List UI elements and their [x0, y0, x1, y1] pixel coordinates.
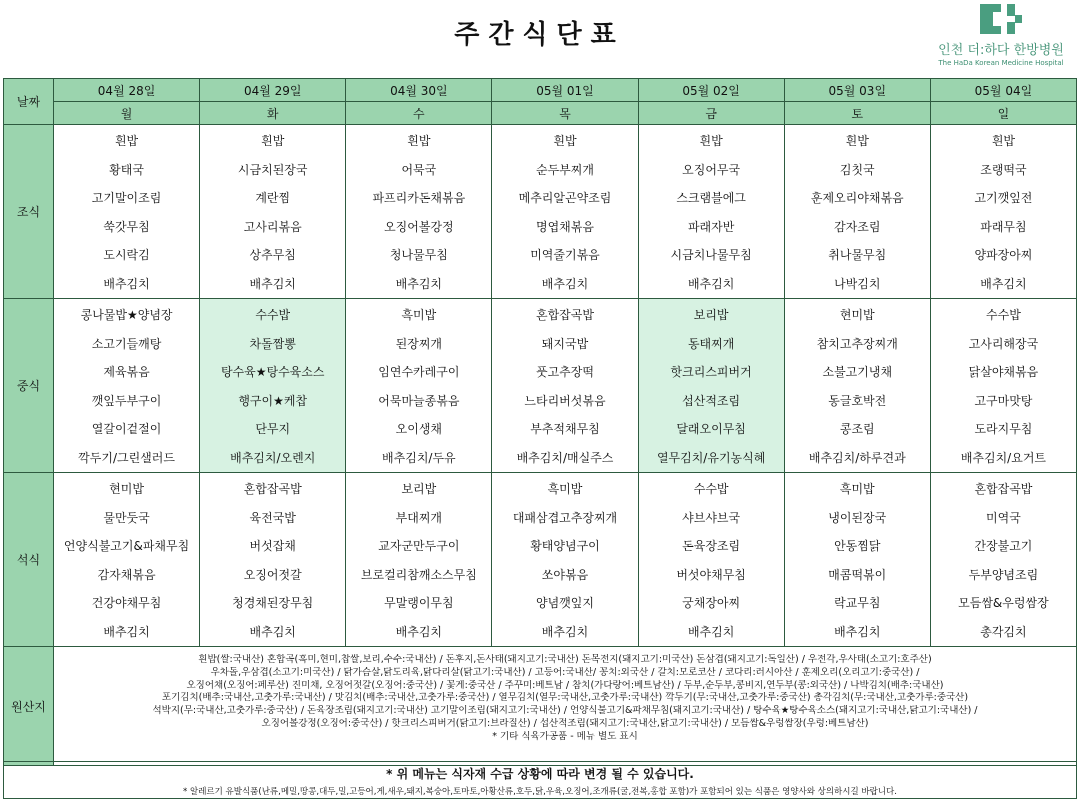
origin-label: 원산지	[4, 647, 54, 766]
menu-item: 혼합잡곡밥	[974, 482, 1033, 496]
menu-item: 고기깻잎전	[974, 191, 1033, 205]
meal-label: 조식	[4, 125, 54, 299]
origin-line: * 기타 식육가공품 - 메뉴 별도 표시	[492, 730, 638, 742]
meal-label: 석식	[4, 473, 54, 647]
menu-item: 흰밥	[553, 134, 577, 148]
menu-item: 배추김치/요거트	[960, 450, 1047, 465]
menu-item: 부대찌개	[395, 510, 443, 525]
menu-item: 돈육장조림	[682, 539, 741, 553]
breakfast-row	[4, 125, 1077, 299]
menu-item: 궁채장아찌	[682, 596, 741, 610]
menu-item: 어묵마늘종볶음	[378, 393, 460, 408]
origin-line: 오징어채(오징어:페루산) 진미채, 오징어젓갈(오징어:중국산) / 꽃게:중국산 / 주꾸미:베트남 / 참치(가다랑어:베트남산) / 두부,순두부,콩비지,연두부(콩:외국산) / 나박김치(배추:국내산)	[186, 679, 944, 691]
menu-item: 배추김치	[541, 276, 589, 291]
menu-item: 배추김치/하루견과	[808, 450, 906, 465]
menu-item: 고사리볶음	[243, 219, 302, 234]
dinner-row	[4, 473, 1077, 647]
menu-item: 수수밥	[255, 308, 291, 322]
menu-item: 배추김치	[103, 276, 150, 291]
menu-item: 대패삼겹고추장찌개	[512, 510, 618, 525]
menu-item: 파프리카돈채볶음	[372, 191, 466, 205]
menu-item: 배추김치	[103, 624, 150, 639]
logo-mark-icon	[980, 4, 1022, 34]
origin-line: 흰밥(쌀:국내산) 혼합곡(흑미,현미,찹쌀,보리,수수:국내산) / 돈후지,돈사태(돼지고기:국내산) 돈목전지(돼지고기:미국산) 돈삼겹(돼지고기:독일산) / 우전각,우사태(소고기:호주산)	[198, 654, 932, 665]
menu-cell	[784, 473, 930, 647]
origin-line: 우차돌,우삼겹(소고기:미국산) / 닭가슴살,닭도리육,닭다리살(닭고기:국내산) / 고등어:국내산/ 꽁치:외국산 / 갈치:모로코산 / 코다리:러시아산 / 훈제오리(오리고기:중국산) /	[210, 666, 920, 678]
menu-item: 총각김치	[980, 624, 1027, 639]
menu-item: 무말랭이무침	[384, 596, 454, 610]
menu-item: 섭산적조림	[682, 393, 741, 408]
menu-item: 청나물무침	[389, 248, 448, 262]
menu-item: 풋고추장떡	[536, 365, 594, 379]
day-weekday: 월	[54, 102, 200, 125]
menu-item: 행구이★케찹	[238, 393, 308, 408]
menu-item: 육전국밥	[249, 510, 296, 525]
menu-item: 수수밥	[986, 308, 1021, 322]
menu-cell	[492, 473, 638, 647]
logo-subtitle: The HaDa Korean Medicine Hospital	[938, 59, 1064, 67]
menu-item: 부추적채무침	[530, 422, 600, 436]
menu-item: 미역줄기볶음	[530, 248, 600, 262]
menu-cell	[492, 125, 638, 299]
menu-cell	[54, 125, 200, 299]
menu-item: 순두부찌개	[536, 162, 594, 177]
menu-item: 시금치된장국	[237, 162, 308, 177]
menu-item: 도시락김	[103, 248, 150, 262]
menu-item: 파래자반	[687, 219, 735, 234]
menu-item: 스크램블에그	[676, 191, 746, 205]
menu-item: 고구마맛탕	[974, 393, 1033, 408]
page-title: 주간식단표	[454, 20, 625, 50]
menu-item: 고사리해장국	[968, 336, 1039, 351]
menu-item: 황태양념구이	[530, 539, 600, 553]
hospital-logo	[930, 4, 1072, 72]
menu-item: 양파장아찌	[974, 248, 1033, 262]
day-date: 04월 28일	[54, 79, 200, 102]
weekday-row	[4, 102, 1077, 125]
day-date: 04월 30일	[346, 79, 492, 102]
menu-cell	[638, 125, 784, 299]
menu-item: 락교무침	[834, 596, 881, 610]
menu-item: 참치고추장찌개	[816, 336, 898, 351]
lunch-row	[4, 299, 1077, 473]
menu-item: 핫크리스피버거	[670, 365, 752, 379]
menu-item: 차돌짬뽕	[249, 336, 296, 351]
menu-item: 제육볶음	[103, 365, 150, 379]
menu-item: 안동찜닭	[834, 539, 881, 553]
menu-item: 배추김치/매실주스	[516, 450, 614, 465]
menu-item: 황태국	[109, 162, 144, 177]
menu-item: 버섯야채무침	[676, 567, 746, 582]
day-weekday: 목	[492, 102, 638, 125]
menu-item: 도라지무침	[974, 422, 1033, 436]
menu-item: 배추김치	[249, 276, 296, 291]
menu-item: 닭살야채볶음	[968, 365, 1039, 379]
menu-item: 흑미밥	[401, 308, 437, 322]
date-row	[4, 79, 1077, 102]
menu-item: 배추김치/오렌지	[230, 450, 316, 465]
menu-item: 달래오이무침	[676, 422, 746, 436]
menu-item: 샤브샤브국	[682, 510, 741, 525]
menu-item: 배추김치	[687, 624, 735, 639]
menu-item: 버섯잡채	[249, 539, 296, 553]
menu-item: 브로컬리참깨소스무침	[360, 567, 477, 582]
origin-info	[54, 647, 1077, 766]
menu-item: 쏘야볶음	[541, 567, 589, 582]
menu-item: 조랭떡국	[980, 162, 1027, 177]
menu-item: 나박김치	[834, 276, 881, 291]
menu-item: 상추무침	[249, 248, 296, 262]
menu-cell	[784, 299, 930, 473]
menu-item: 명엽채볶음	[536, 219, 594, 234]
menu-cell	[346, 473, 492, 647]
menu-item: 미역국	[986, 510, 1021, 525]
menu-item: 흑미밥	[547, 482, 583, 496]
day-weekday: 수	[346, 102, 492, 125]
notice-box	[3, 761, 1077, 799]
weekly-menu-table	[3, 78, 1077, 766]
menu-cell	[346, 299, 492, 473]
menu-cell	[638, 299, 784, 473]
menu-item: 현미밥	[109, 482, 144, 496]
menu-item: 흰밥	[699, 134, 723, 148]
menu-item: 메추리알곤약조림	[518, 191, 612, 205]
menu-item: 감자채볶음	[97, 567, 156, 582]
menu-item: 임연수카레구이	[378, 365, 460, 379]
menu-item: 느타리버섯볶음	[524, 393, 606, 408]
day-date: 05월 03일	[784, 79, 930, 102]
day-date: 04월 29일	[200, 79, 346, 102]
day-date: 05월 02일	[638, 79, 784, 102]
menu-item: 오징어젓갈	[243, 567, 302, 582]
menu-item: 오징어무국	[682, 162, 741, 177]
day-weekday: 토	[784, 102, 930, 125]
notice-main: * 위 메뉴는 식자재 수급 상황에 따라 변경 될 수 있습니다.	[386, 767, 694, 781]
menu-cell	[930, 125, 1076, 299]
menu-cell	[54, 299, 200, 473]
menu-item: 보리밥	[693, 308, 729, 322]
menu-item: 훈제오리야채볶음	[810, 191, 904, 205]
menu-item: 두부양념조림	[968, 567, 1039, 582]
menu-item: 혼합잡곡밥	[243, 482, 302, 496]
menu-item: 깍두기/그린샐러드	[78, 450, 175, 465]
menu-item: 배추김치	[541, 624, 589, 639]
menu-item: 흰밥	[991, 134, 1016, 148]
logo-name: 인천 더:하다 한방병원	[938, 43, 1064, 58]
menu-cell	[200, 299, 346, 473]
menu-item: 열무김치/유기농식혜	[656, 450, 766, 465]
day-weekday: 화	[200, 102, 346, 125]
menu-item: 언양식불고기&파채무침	[63, 539, 190, 553]
menu-cell	[638, 473, 784, 647]
menu-item: 오징어볼강정	[384, 219, 454, 234]
day-weekday: 금	[638, 102, 784, 125]
menu-cell	[54, 473, 200, 647]
meal-label: 중식	[4, 299, 54, 473]
menu-item: 동글호박전	[828, 393, 887, 408]
menu-cell	[200, 473, 346, 647]
menu-item: 배추김치/두유	[382, 450, 456, 465]
menu-cell	[930, 299, 1076, 473]
menu-item: 청경채된장무침	[232, 596, 314, 610]
menu-item: 양념깻잎지	[536, 596, 594, 610]
menu-item: 콩나물밥★양념장	[80, 308, 173, 322]
day-date: 05월 01일	[492, 79, 638, 102]
menu-item: 고기말이조림	[91, 191, 162, 205]
menu-item: 콩조림	[839, 422, 875, 436]
menu-item: 간장불고기	[974, 539, 1033, 553]
menu-item: 동태찌개	[687, 336, 735, 351]
menu-item: 매콤떡볶이	[828, 567, 887, 582]
menu-cell	[784, 125, 930, 299]
menu-item: 흰밥	[114, 134, 139, 148]
menu-item: 보리밥	[401, 482, 437, 496]
origin-line: 오징어볼강정(오징어:중국산) / 핫크리스피버거(닭고기:브라질산) / 섭산적조림(돼지고기:국내산,닭고기:국내산) / 모듬쌈&우렁쌈장(우렁:베트남산)	[261, 717, 869, 729]
menu-item: 배추김치	[980, 276, 1027, 291]
menu-item: 쑥갓무침	[103, 219, 150, 234]
menu-item: 파래무침	[980, 219, 1027, 234]
menu-item: 배추김치	[687, 276, 735, 291]
menu-item: 소불고기냉채	[822, 365, 893, 379]
menu-item: 단무지	[255, 422, 291, 436]
menu-item: 김칫국	[839, 162, 875, 177]
menu-item: 배추김치	[834, 624, 881, 639]
menu-cell	[492, 299, 638, 473]
day-weekday: 일	[930, 102, 1076, 125]
menu-item: 흑미밥	[839, 482, 875, 496]
menu-item: 소고기들깨탕	[91, 336, 162, 351]
menu-item: 흰밥	[407, 134, 431, 148]
menu-cell	[346, 125, 492, 299]
menu-item: 배추김치	[395, 276, 443, 291]
menu-item: 흰밥	[845, 134, 869, 148]
menu-cell	[930, 473, 1076, 647]
origin-row	[4, 647, 1077, 766]
menu-item: 물만둣국	[103, 510, 150, 525]
menu-item: 배추김치	[395, 624, 443, 639]
menu-item: 오이생채	[395, 422, 443, 436]
menu-cell	[200, 125, 346, 299]
menu-item: 시금치나물무침	[670, 248, 752, 262]
menu-item: 깻잎두부구이	[91, 393, 162, 408]
allergy-notice: * 알레르기 유발식품(난류,메밀,땅콩,대두,밀,고등어,게,새우,돼지,복숭아,토마토,아황산류,호두,닭,우육,오징어,조개류(굴,전복,홍합 포함)가 포함되어 있는 식품은 영양사와 상의하시길 바랍니다.	[183, 787, 897, 797]
menu-item: 돼지국밥	[541, 336, 589, 351]
menu-item: 계란찜	[255, 191, 291, 205]
origin-line: 포기김치(배추:국내산,고춧가루:국내산) / 맛김치(배추:국내산,고춧가루:중국산) / 열무김치(열무:국내산,고춧가루:국내산) 깍두기(무:국내산,고춧가루:중국산) 총각김치(무:국내산,고춧가루:중국산)	[161, 692, 969, 704]
menu-item: 모듬쌈&우렁쌈장	[958, 596, 1049, 610]
menu-item: 현미밥	[839, 308, 875, 322]
menu-item: 취나물무침	[828, 248, 887, 262]
origin-line: 석박지(무:국내산,고춧가루:중국산) / 돈육장조림(돼지고기:국내산) 고기말이조림(돼지고기:국내산) / 언양식불고기&파채무침(돼지고기:국내산) / 탕수육★탕수육소스(돼지고기:국내산,닭고기:국내산) /	[152, 705, 978, 717]
menu-item: 열갈이겉절이	[91, 422, 162, 436]
menu-item: 배추김치	[249, 624, 296, 639]
day-date: 05월 04일	[930, 79, 1076, 102]
menu-item: 교자군만두구이	[378, 539, 460, 553]
menu-item: 건강야채무침	[91, 596, 162, 610]
menu-item: 냉이된장국	[828, 510, 887, 525]
menu-item: 어묵국	[401, 162, 437, 177]
menu-item: 흰밥	[261, 134, 285, 148]
menu-item: 수수밥	[693, 482, 729, 496]
date-label: 날짜	[4, 79, 54, 125]
menu-item: 된장찌개	[395, 336, 443, 351]
menu-item: 탕수육★탕수육소스	[220, 365, 325, 379]
menu-item: 감자조림	[834, 219, 881, 234]
menu-item: 혼합잡곡밥	[536, 308, 594, 322]
